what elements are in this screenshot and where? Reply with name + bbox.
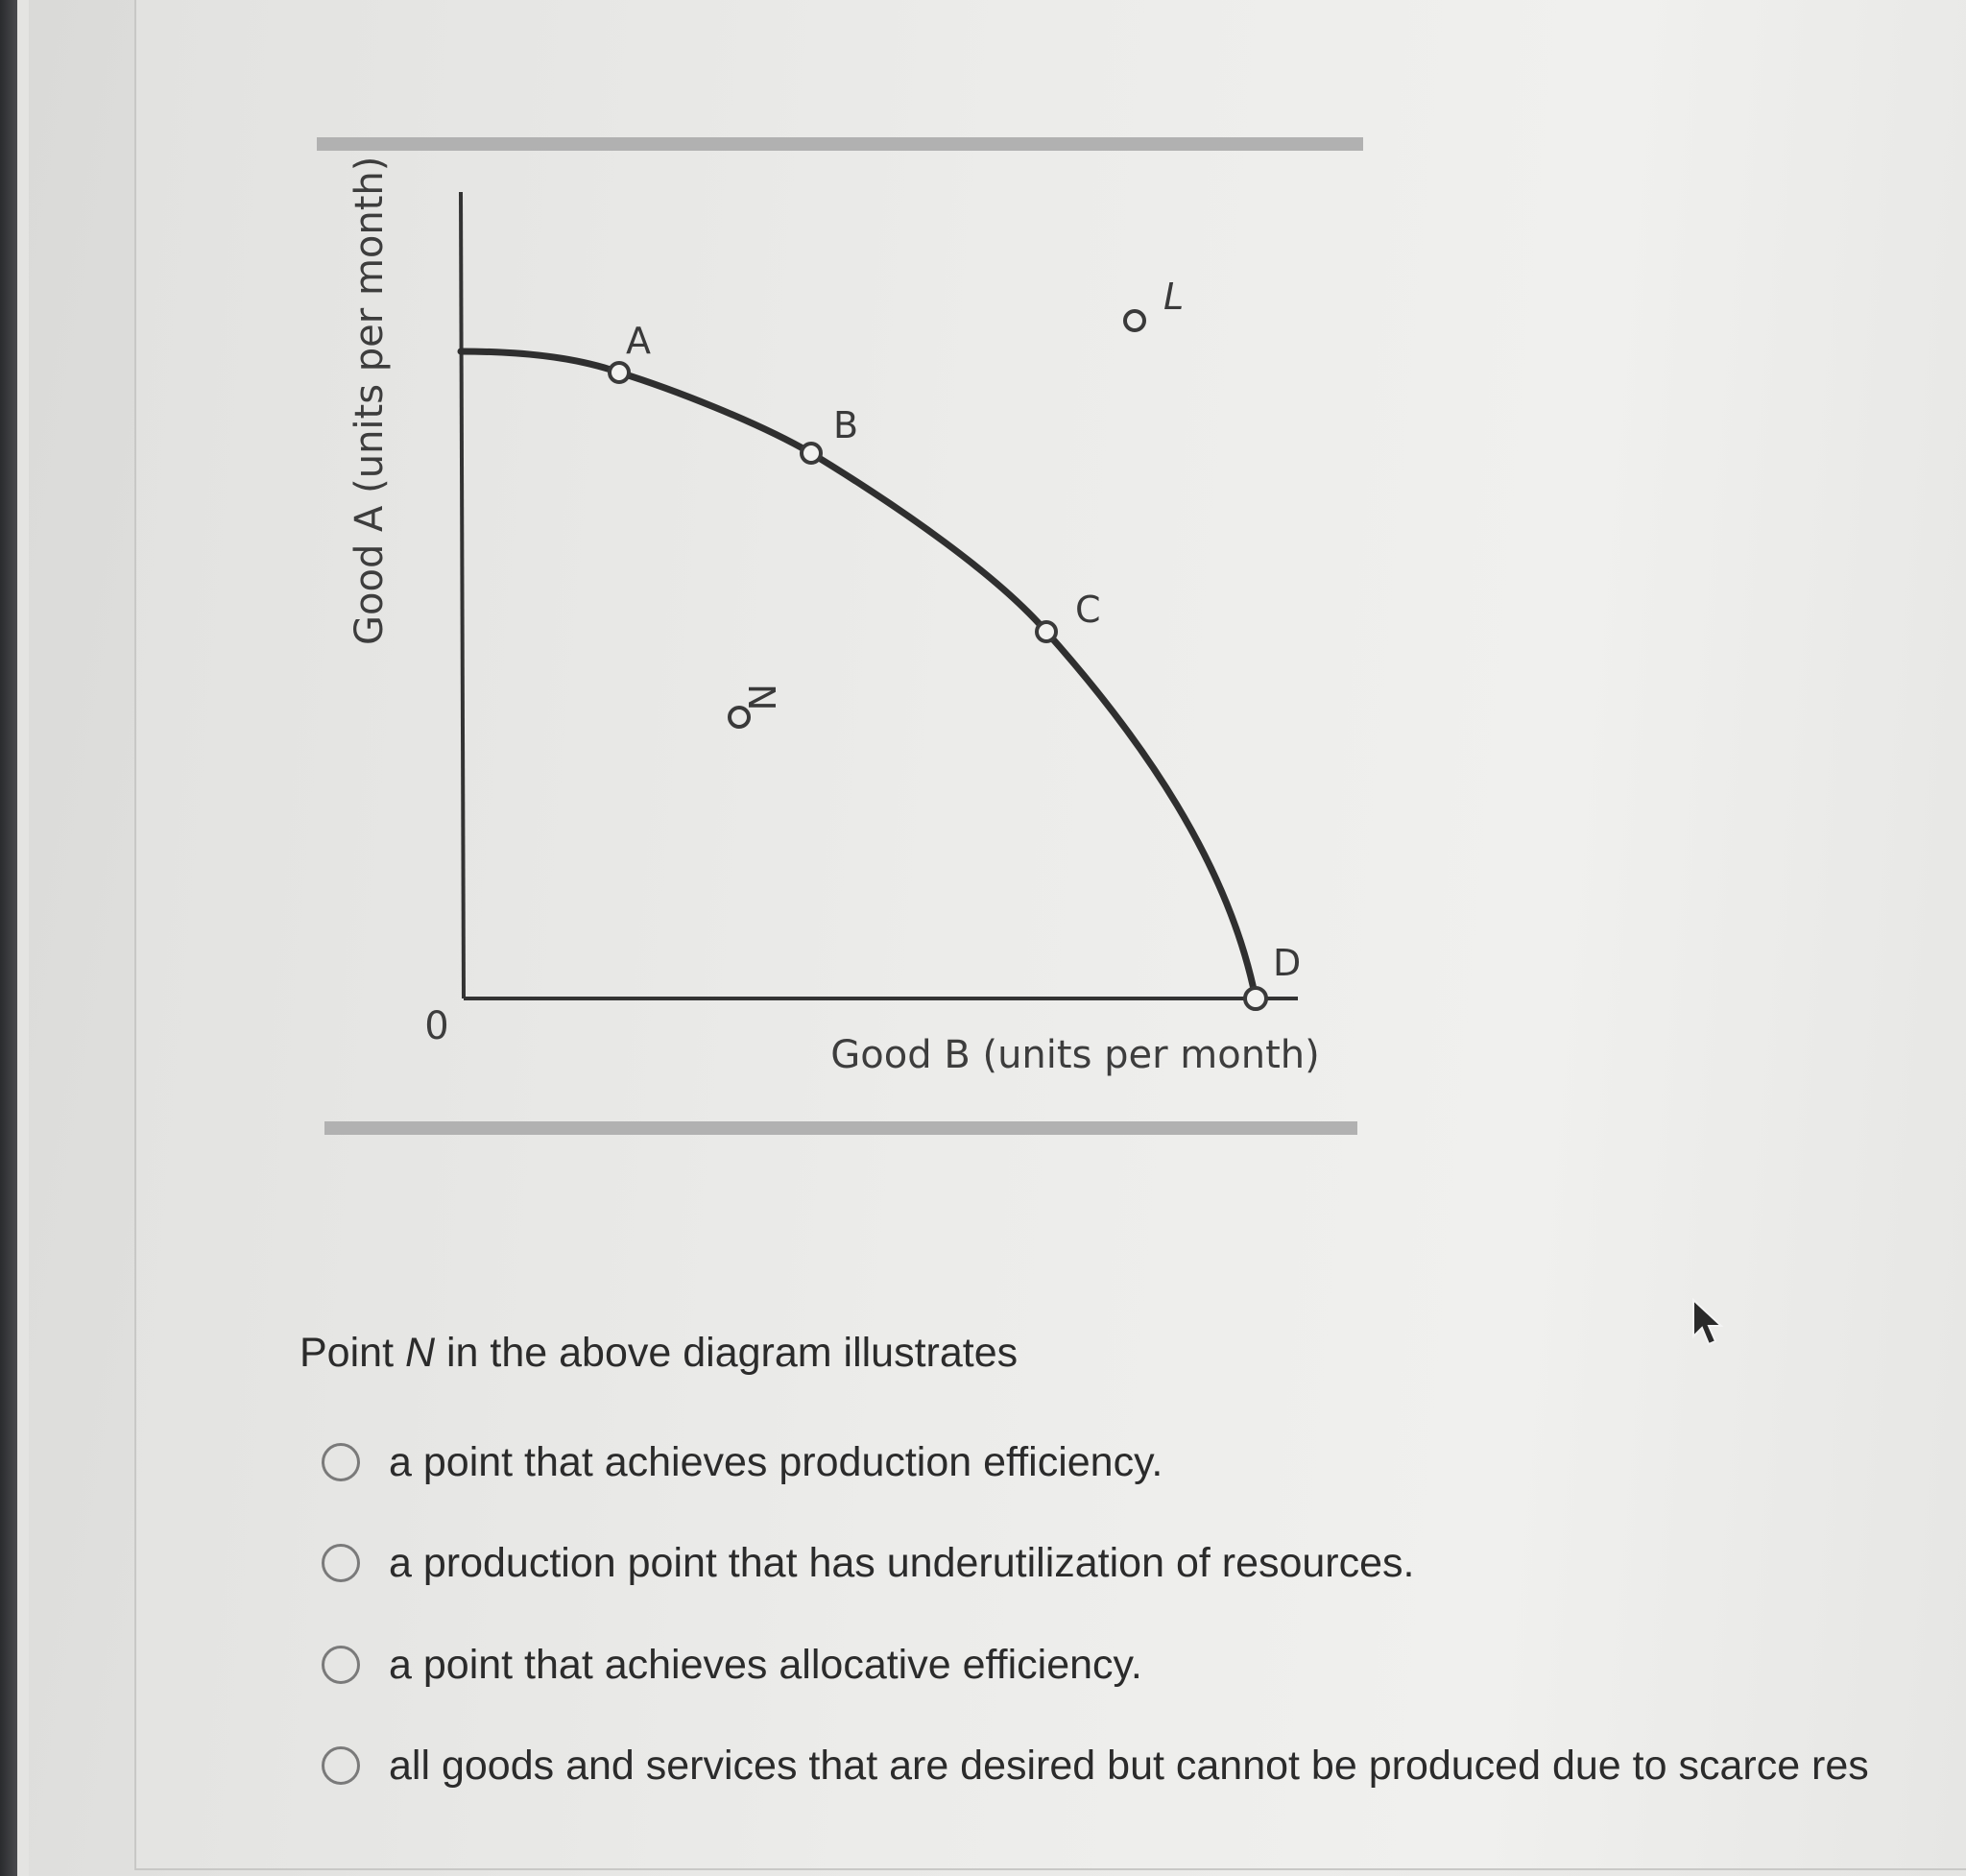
mouse-cursor-icon [1690, 1298, 1728, 1356]
point-l-marker [1125, 311, 1144, 330]
answer-option-1[interactable] [322, 1433, 1966, 1491]
point-c-marker [1037, 622, 1056, 641]
production-possibilities-curve [461, 351, 1256, 998]
y-axis [461, 192, 464, 998]
point-b-label: B [833, 404, 859, 446]
radio-button[interactable] [322, 1443, 360, 1481]
question-text [300, 1330, 1018, 1377]
answer-option-4[interactable] [322, 1737, 1966, 1794]
point-l-label: L [1163, 276, 1185, 318]
answer-option-text: a point that achieves production efficiency. [389, 1438, 1163, 1485]
point-n-label: N [740, 684, 782, 711]
question-suffix: in the above diagram illustrates [435, 1330, 1019, 1376]
answer-option-3[interactable] [322, 1636, 1966, 1694]
question-prefix: Point [300, 1330, 405, 1376]
point-c-label: C [1075, 589, 1101, 631]
answer-option-text: a point that achieves allocative efficiency. [389, 1641, 1142, 1688]
point-b-marker [802, 444, 821, 463]
answer-option-2[interactable] [322, 1534, 1966, 1592]
origin-label: 0 [424, 1004, 449, 1048]
radio-button[interactable] [322, 1544, 360, 1582]
point-d-marker [1245, 988, 1266, 1009]
radio-button[interactable] [322, 1746, 360, 1785]
x-axis-label: Good B (units per month) [830, 1033, 1320, 1077]
y-axis-label: Good A (units per month) [348, 156, 392, 645]
point-a-marker [610, 363, 629, 382]
radio-button[interactable] [322, 1646, 360, 1684]
answer-option-text: all goods and services that are desired but cannot be produced due to scarce res [389, 1742, 1869, 1789]
answer-option-text: a production point that has underutilization of resources. [389, 1539, 1415, 1586]
question-point: N [404, 1330, 436, 1376]
point-d-label: D [1273, 942, 1302, 984]
point-a-label: A [626, 320, 651, 362]
